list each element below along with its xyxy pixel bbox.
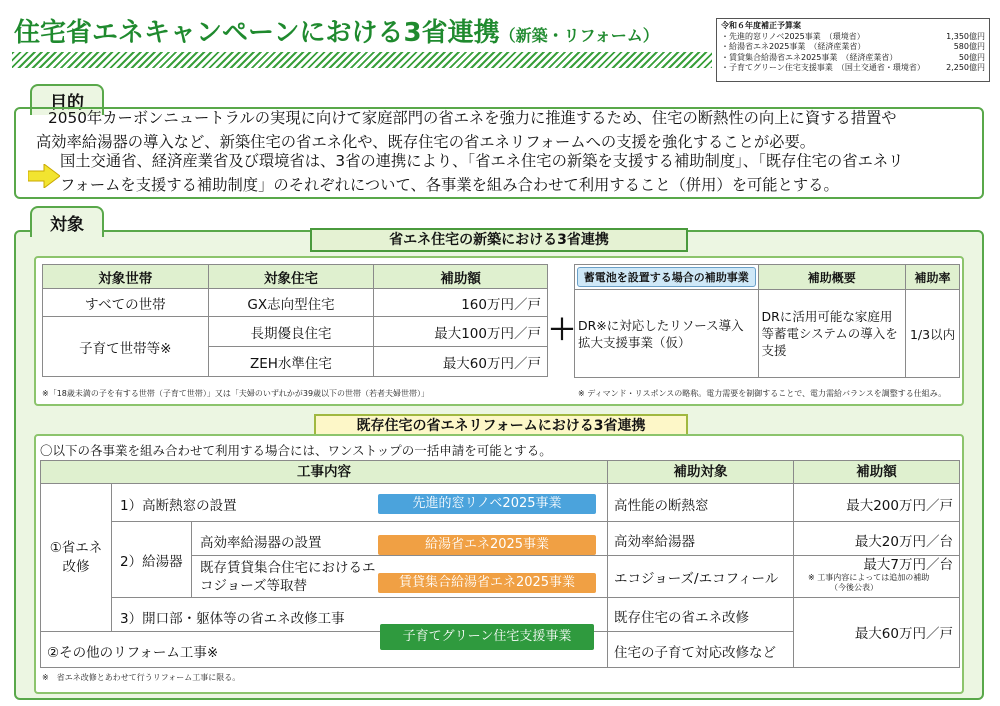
target-heater: 高効率給湯器 (608, 522, 794, 556)
purpose-line-4: フォームを支援する補助制度」のそれぞれについて、各事業を組み合わせて利用すること（併用）を可能とする。 (60, 175, 839, 194)
battery-header-label: 蓄電池を設置する場合の補助事業 (577, 267, 756, 287)
budget-amount: 50億円 (958, 52, 985, 62)
zeh-house: ZEH水準住宅 (208, 347, 374, 377)
purpose-paragraph-2 (60, 150, 990, 197)
reform-header-work: 工事内容 (40, 460, 608, 484)
header-house: 対象住宅 (208, 265, 374, 289)
group-energy-saving: ①省エネ改修 (40, 484, 112, 632)
group-other-reform: ②その他のリフォーム工事※ (47, 645, 219, 661)
battery-rate: 1/3以内 (906, 290, 960, 378)
target-energy-reform: 既存住宅の省エネ改修 (608, 598, 794, 632)
purpose-paragraph (36, 107, 978, 154)
target-ecojoz: エコジョーズ/エコフィール (608, 556, 794, 598)
battery-header-rate: 補助率 (906, 265, 960, 290)
item-window: 1）高断熱窓の設置 (120, 498, 237, 514)
reform-lead: 〇以下の各事業を組み合わせて利用する場合には、ワンストップの一括申請を可能とする。 (40, 443, 552, 458)
purpose-line-3: 国土交通省、経済産業省及び環境省は、3省の連携により、「省エネ住宅の新築を支援する補助制度」、「既存住宅の省エネリ (60, 152, 904, 170)
child-households: 子育て世帯等※ (43, 317, 209, 377)
plus-icon: ＋ (548, 313, 577, 346)
gx-house: GX志向型住宅 (208, 289, 374, 317)
target-child-reform: 住宅の子育て対応改修など (608, 632, 794, 668)
new-build-note: ※「18歳未満の子を有する世帯（子育て世帯）」又は「夫婦のいずれかが39歳以下の世帯（若者夫婦世帯）」 (42, 389, 430, 398)
amount-ecojoz: 最大7万円／台 (863, 557, 953, 573)
item-water-heater: 2）給湯器 (112, 522, 192, 598)
purpose-tab: 目的 (30, 84, 104, 115)
battery-table (574, 264, 960, 378)
gx-amount: 160万円／戸 (374, 289, 548, 317)
reform-header-amount: 補助額 (794, 460, 960, 484)
item-opening: 3）開口部・躯体等の省エネ改修工事 (120, 611, 345, 627)
pill-heater-project: 給湯省エネ2025事業 (378, 535, 596, 555)
budget-label: ・先進的窓リノベ2025事業 （環境省） (721, 31, 865, 41)
header-amount: 補助額 (374, 265, 548, 289)
item-heater-install: 高効率給湯器の設置 (200, 535, 322, 551)
battery-project: DR※に対応したリソース導入拡大支援事業（仮） (575, 290, 759, 378)
reform-table (40, 460, 960, 668)
dr-note: ※ ディマンド・リスポンスの略称。電力需要を制御することで、電力需給バランスを調整する仕組み。 (578, 389, 947, 398)
page-title (14, 12, 659, 49)
long-life-house: 長期優良住宅 (208, 317, 374, 347)
title-underline (12, 52, 712, 68)
purpose-line-1: 2050年カーボンニュートラルの実現に向けて家庭部門の省エネを強力に推進するため、住宅の断熱性の向上に資する措置や (48, 109, 897, 127)
all-households: すべての世帯 (43, 289, 209, 317)
budget-label: ・賃貸集合給湯省エネ2025事業 （経済産業省） (721, 52, 898, 62)
pill-rental-project: 賃貸集合給湯省エネ2025事業 (378, 573, 596, 593)
budget-heading: 令和６年度補正予算案 (721, 21, 801, 30)
item-rental-replace: 既存賃貸集合住宅におけるエコジョーズ等取替 (200, 560, 376, 594)
budget-label: ・子育てグリーン住宅支援事業 （国土交通省・環境省） (721, 63, 925, 73)
amount-ecojoz-note-2: （今後公表） (830, 583, 878, 592)
amount-window: 最大200万円／戸 (794, 484, 960, 522)
budget-box (716, 18, 990, 82)
target-window: 高性能の断熱窓 (608, 484, 794, 522)
budget-row (721, 42, 985, 53)
pill-kosodate-project: 子育てグリーン住宅支援事業 (380, 624, 594, 650)
amount-heater: 最大20万円／台 (794, 522, 960, 556)
pill-window-project: 先進的窓リノベ2025事業 (378, 494, 596, 514)
title-sub: （新築・リフォーム） (499, 26, 659, 45)
budget-amount: 2,250億円 (946, 63, 985, 73)
budget-row (721, 63, 985, 74)
budget-label: ・給湯省エネ2025事業 （経済産業省） (721, 42, 866, 52)
purpose-line-2: 高効率給湯器の導入など、新築住宅の省エネ化や、既存住宅の省エネリフォームへの支援を強化することが必要。 (36, 132, 816, 151)
long-life-amount: 最大100万円／戸 (374, 317, 548, 347)
reform-note: ※ 省エネ改修とあわせて行うリフォーム工事に限る。 (42, 673, 241, 682)
reform-header-target: 補助対象 (608, 460, 794, 484)
battery-header-summary: 補助概要 (758, 265, 906, 290)
amount-ecojoz-note-1: ※ 工事内容によっては追加の補助 (808, 573, 930, 582)
header-households: 対象世帯 (43, 265, 209, 289)
title-main: 住宅省エネキャンペーンにおける3省連携 (14, 18, 500, 48)
zeh-amount: 最大60万円／戸 (374, 347, 548, 377)
battery-summary: DRに活用可能な家庭用等蓄電システムの導入を支援 (758, 290, 906, 378)
budget-row (721, 32, 985, 43)
budget-amount: 580億円 (953, 42, 985, 52)
new-build-banner: 省エネ住宅の新築における3省連携 (310, 228, 688, 252)
budget-amount: 1,350億円 (946, 31, 985, 41)
budget-row (721, 53, 985, 64)
arrow-right-icon (28, 164, 60, 188)
reform-banner: 既存住宅の省エネリフォームにおける3省連携 (314, 414, 688, 438)
battery-header-project (575, 265, 759, 290)
amount-ecojoz-cell (794, 556, 960, 598)
amount-kosodate: 最大60万円／戸 (794, 598, 960, 668)
new-build-table (42, 264, 548, 377)
target-tab: 対象 (30, 206, 104, 237)
